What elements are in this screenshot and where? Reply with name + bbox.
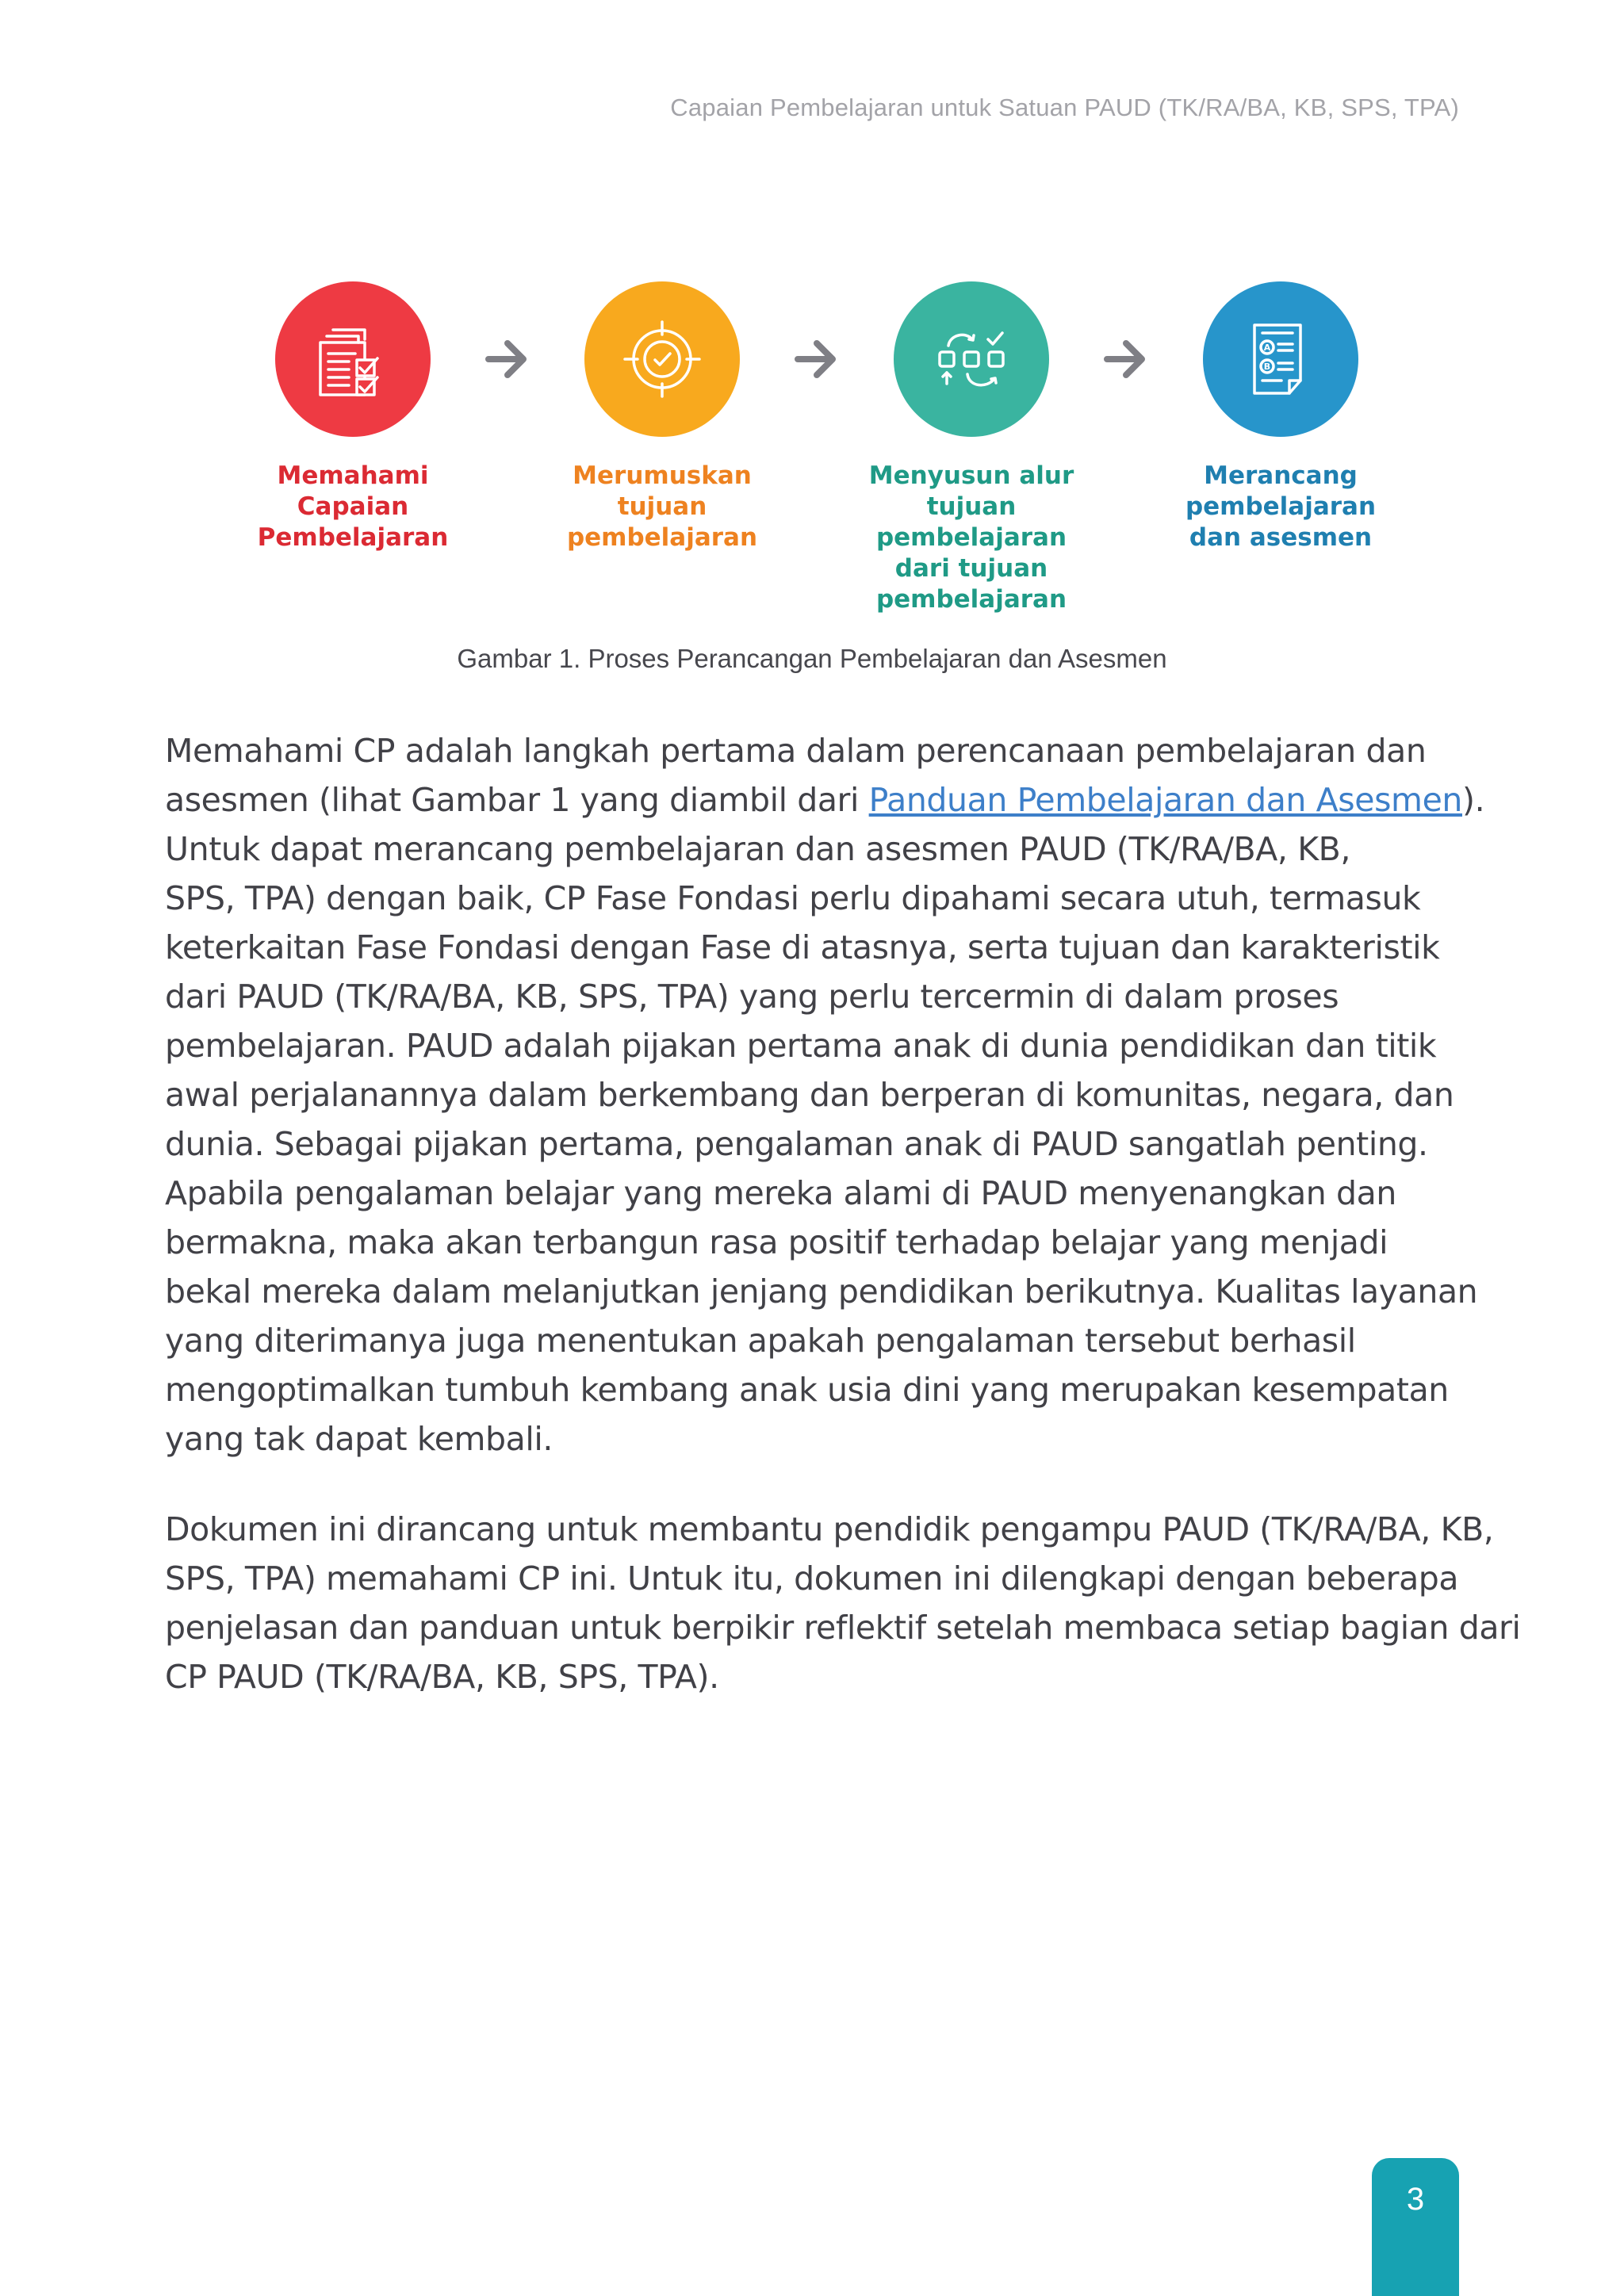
flow-sequence-icon (894, 281, 1049, 437)
paragraph-2 (165, 1505, 1521, 1701)
paragraph-line: penjelasan dan panduan untuk berpikir reflektif setelah membaca setiap bagian dari (165, 1609, 1521, 1647)
panduan-link[interactable]: Panduan Pembelajaran dan Asesmen (868, 781, 1462, 819)
step-understand-cp (218, 281, 488, 553)
paragraph-line: Untuk dapat merancang pembelajaran dan asesmen PAUD (TK/RA/BA, KB, (165, 830, 1351, 868)
paragraph-line: bekal mereka dalam melanjutkan jenjang pendidikan berikutnya. Kualitas layanan (165, 1272, 1478, 1311)
paragraph-line: CP PAUD (TK/RA/BA, KB, SPS, TPA). (165, 1658, 719, 1696)
svg-text:A: A (1263, 342, 1271, 353)
paragraph-line: dunia. Sebagai pijakan pertama, pengalaman anak di PAUD sangatlah penting. (165, 1125, 1428, 1163)
paragraph-line: SPS, TPA) memahami CP ini. Untuk itu, dokumen ini dilengkapi dengan beberapa (165, 1559, 1459, 1598)
step-label: Merancang pembelajaran dan asesmen (1185, 461, 1377, 552)
step-design-learning-assessment (1146, 281, 1415, 553)
target-icon (584, 281, 740, 437)
paragraph-line: keterkaitan Fase Fondasi dengan Fase di atasnya, serta tujuan dan karakteristik (165, 928, 1440, 966)
paragraph-line: bermakna, maka akan terbangun rasa positif terhadap belajar yang menjadi (165, 1223, 1388, 1261)
running-header: Capaian Pembelajaran untuk Satuan PAUD (TK/RA/BA, KB, SPS, TPA) (670, 94, 1459, 121)
arrow-right-icon (1102, 338, 1150, 381)
step-arrange-flow (837, 281, 1106, 615)
assessment-document-icon (1203, 281, 1358, 437)
paragraph-line: mengoptimalkan tumbuh kembang anak usia dini yang merupakan kesempatan (165, 1371, 1449, 1409)
page-number: 3 (1372, 2158, 1459, 2296)
paragraph-line: Memahami CP adalah langkah pertama dalam perencanaan pembelajaran dan (165, 732, 1427, 770)
paragraph-line: Apabila pengalaman belajar yang mereka alami di PAUD menyenangkan dan (165, 1174, 1396, 1212)
step-label: Memahami Capaian Pembelajaran (257, 461, 449, 552)
paragraph-line: yang diterimanya juga menentukan apakah pengalaman tersebut berhasil (165, 1322, 1356, 1360)
step-label: Merumuskan tujuan pembelajaran (566, 461, 758, 552)
arrow-right-icon (484, 338, 531, 381)
paragraph-line: asesmen (lihat Gambar 1 yang diambil dari Panduan Pembelajaran dan Asesmen). (165, 781, 1485, 819)
paragraph-1 (165, 726, 1485, 1464)
paragraph-line: yang tak dapat kembali. (165, 1420, 553, 1458)
paragraph-line: dari PAUD (TK/RA/BA, KB, SPS, TPA) yang perlu tercermin di dalam proses (165, 978, 1339, 1016)
paragraph-line: pembelajaran. PAUD adalah pijakan pertama anak di dunia pendidikan dan titik (165, 1027, 1437, 1065)
paragraph-line: Dokumen ini dirancang untuk membantu pendidik pengampu PAUD (TK/RA/BA, KB, (165, 1510, 1494, 1548)
paragraph-line: awal perjalanannya dalam berkembang dan berperan di komunitas, negara, dan (165, 1076, 1454, 1114)
step-label: Menyusun alur tujuan pembelajaran dari tujuan pembelajaran (868, 461, 1074, 614)
svg-text:B: B (1263, 362, 1271, 372)
documents-checklist-icon (275, 281, 431, 437)
arrow-right-icon (793, 338, 841, 381)
paragraph-line: SPS, TPA) dengan baik, CP Fase Fondasi perlu dipahami secara utuh, termasuk (165, 879, 1421, 917)
figure-caption: Gambar 1. Proses Perancangan Pembelajaran dan Asesmen (457, 644, 1167, 673)
step-formulate-objectives (527, 281, 797, 553)
